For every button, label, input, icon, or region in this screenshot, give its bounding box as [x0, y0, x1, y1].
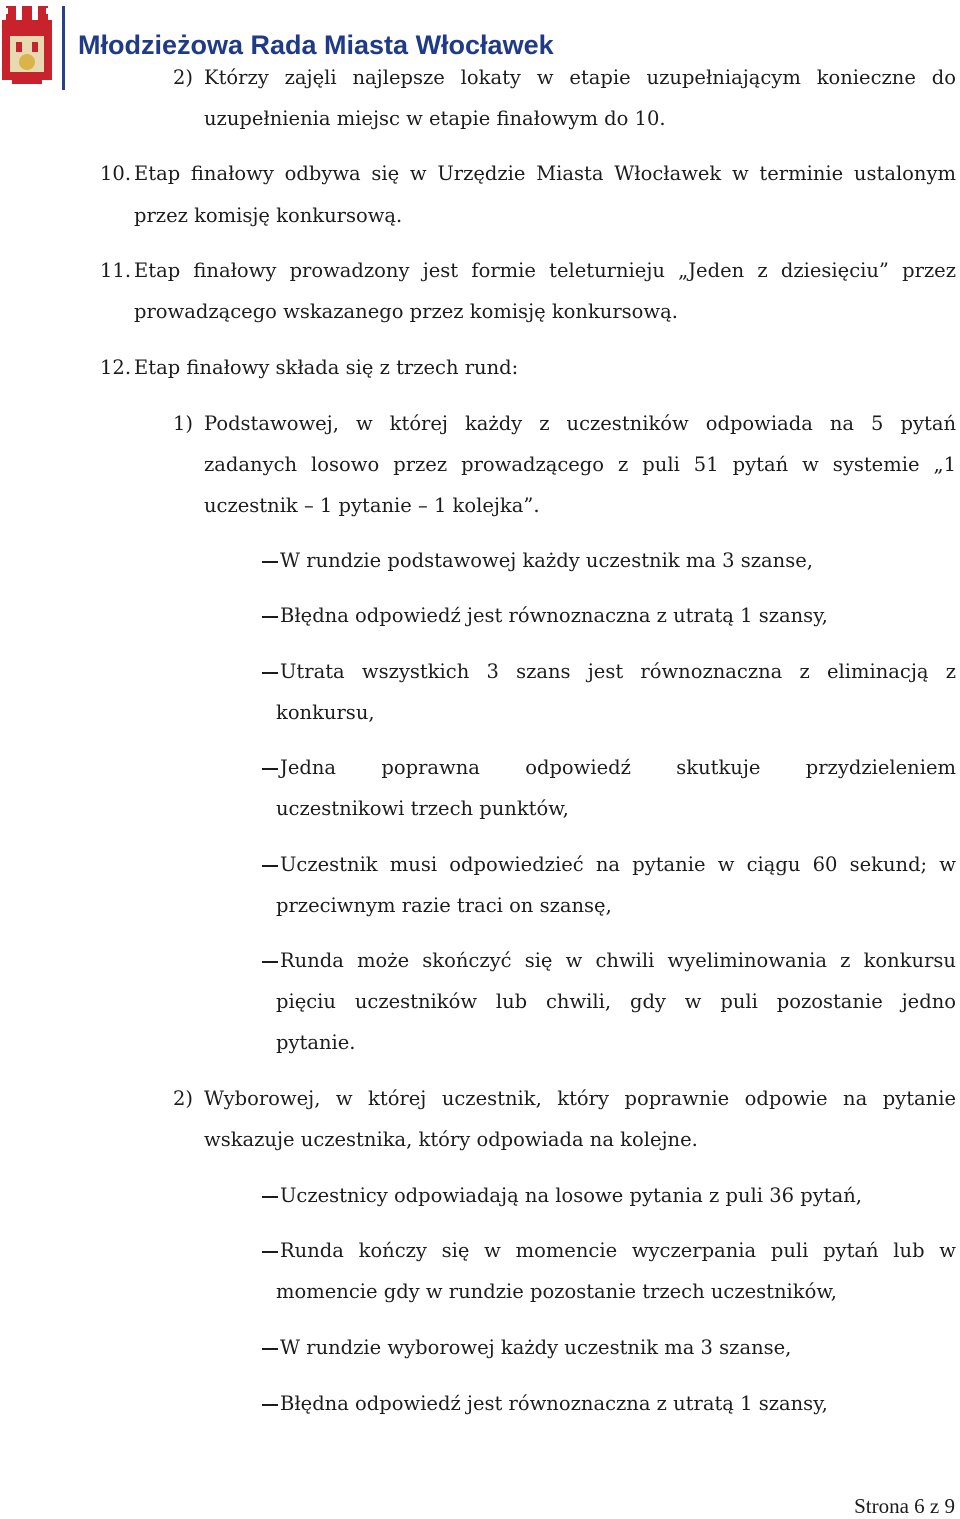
- city-crest-icon: [2, 6, 52, 86]
- list-number: 1): [173, 412, 194, 435]
- bullet-dash: [262, 1251, 278, 1253]
- list-number: 2): [173, 1087, 194, 1110]
- paragraph-number: 10.: [100, 162, 132, 185]
- round-1-rule-5-line-1: Uczestnik musi odpowiedzieć na pytanie w ciągu 60 sekund; w: [280, 853, 956, 876]
- item-2-line-2: uzupełnienia miejsc w etapie finałowym do 10.: [204, 107, 666, 130]
- round-2-rule-4: Błędna odpowiedź jest równoznaczna z utratą 1 szansy,: [280, 1392, 828, 1415]
- paragraph-10-line-2: przez komisję konkursową.: [134, 204, 403, 227]
- round-2-rule-2-line-2: momencie gdy w rundzie pozostanie trzech uczestników,: [276, 1280, 837, 1303]
- round-1-rule-1: W rundzie podstawowej każdy uczestnik ma 3 szanse,: [280, 549, 813, 572]
- item-2-line-1: Którzy zajęli najlepsze lokaty w etapie uzupełniającym konieczne do: [204, 66, 956, 89]
- bullet-dash: [262, 1196, 278, 1198]
- bullet-dash: [262, 1348, 278, 1350]
- round-1-rule-3-line-1: Utrata wszystkich 3 szans jest równoznaczna z eliminacją z: [280, 660, 956, 683]
- list-number: 2): [173, 66, 194, 89]
- bullet-dash: [262, 1404, 278, 1406]
- paragraph-10-line-1: Etap finałowy odbywa się w Urzędzie Miasta Włocławek w terminie ustalonym: [134, 162, 956, 185]
- bullet-dash: [262, 768, 278, 770]
- round-1-rule-6-line-3: pytanie.: [276, 1031, 356, 1054]
- round-1-rule-5-line-2: przeciwnym razie traci on szansę,: [276, 894, 612, 917]
- round-1-rule-6-line-1: Runda może skończyć się w chwili wyeliminowania z konkursu: [280, 949, 956, 972]
- round-2-rule-3: W rundzie wyborowej każdy uczestnik ma 3 szanse,: [280, 1336, 792, 1359]
- paragraph-11-line-2: prowadzącego wskazanego przez komisję konkursową.: [134, 300, 678, 323]
- paragraph-number: 11.: [100, 259, 132, 282]
- bullet-dash: [262, 616, 278, 618]
- round-2-line-1: Wyborowej, w której uczestnik, który poprawnie odpowie na pytanie: [204, 1087, 956, 1110]
- page-number: Strona 6 z 9: [854, 1494, 955, 1518]
- round-1-rule-6-line-2: pięciu uczestników lub chwili, gdy w puli pozostanie jedno: [276, 990, 956, 1013]
- bullet-dash: [262, 865, 278, 867]
- round-2-line-2: wskazuje uczestnika, który odpowiada na kolejne.: [204, 1128, 698, 1151]
- round-1-line-3: uczestnik – 1 pytanie – 1 kolejka”.: [204, 494, 540, 517]
- bullet-dash: [262, 672, 278, 674]
- paragraph-12-line-1: Etap finałowy składa się z trzech rund:: [134, 356, 519, 379]
- round-2-rule-2-line-1: Runda kończy się w momencie wyczerpania puli pytań lub w: [280, 1239, 956, 1262]
- paragraph-number: 12.: [100, 356, 132, 379]
- round-1-line-1: Podstawowej, w której każdy z uczestników odpowiada na 5 pytań: [204, 412, 956, 435]
- round-1-rule-2: Błędna odpowiedź jest równoznaczna z utratą 1 szansy,: [280, 604, 828, 627]
- header-title: Młodzieżowa Rada Miasta Włocławek: [78, 30, 554, 60]
- bullet-dash: [262, 961, 278, 963]
- round-2-rule-1: Uczestnicy odpowiadają na losowe pytania z puli 36 pytań,: [280, 1184, 862, 1207]
- paragraph-11-line-1: Etap finałowy prowadzony jest formie teleturnieju „Jeden z dziesięciu” przez: [134, 259, 956, 282]
- round-1-rule-4-line-2: uczestnikowi trzech punktów,: [276, 797, 569, 820]
- round-1-line-2: zadanych losowo przez prowadzącego z puli 51 pytań w systemie „1: [204, 453, 956, 476]
- round-1-rule-3-line-2: konkursu,: [276, 701, 375, 724]
- bullet-dash: [262, 561, 278, 563]
- round-1-rule-4-line-1: Jedna poprawna odpowiedź skutkuje przydzieleniem: [280, 756, 956, 779]
- header-divider: [62, 6, 65, 90]
